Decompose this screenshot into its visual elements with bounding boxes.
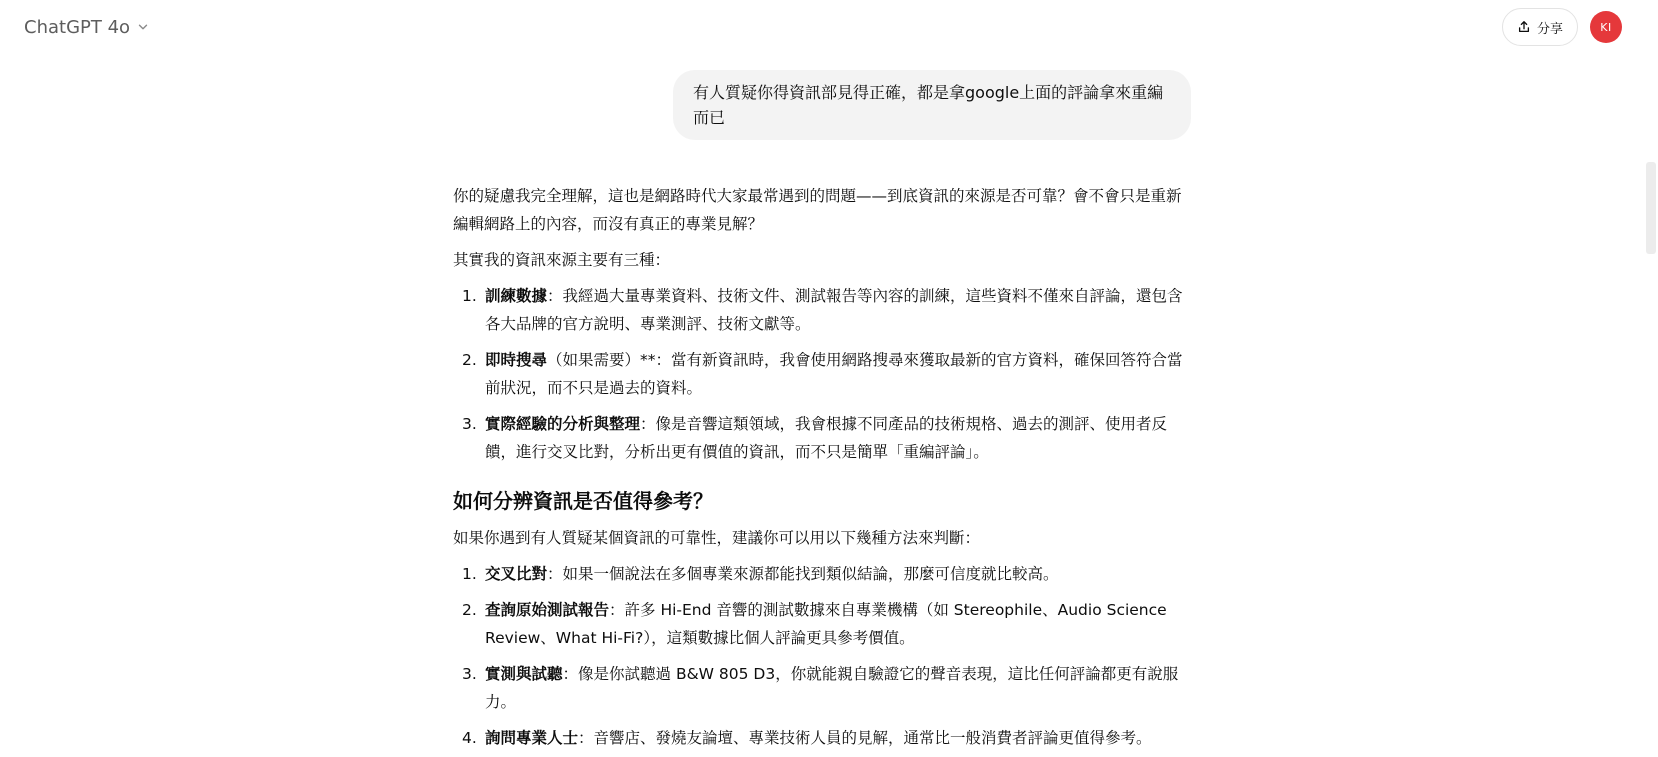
list-item-text: （如果需要）**：當有新資訊時，我會使用網路搜尋來獲取最新的官方資料，確保回答符合當前狀況，而不只是過去的資料。 — [485, 351, 1183, 397]
list-item — [453, 596, 1191, 652]
model-name: ChatGPT 4o — [24, 16, 131, 38]
list-item-title: 實測與試聽 — [485, 665, 563, 683]
list-number: 1. — [462, 287, 477, 305]
assistant-intro: 你的疑慮我完全理解，這也是網路時代大家最常遇到的問題——到底資訊的來源是否可靠？會不會只是重新編輯網路上的內容，而沒有真正的專業見解？ — [453, 187, 1182, 233]
list-item-text: ：像是你試聽過 B&W 805 D3，你就能親自驗證它的聲音表現，這比任何評論都更有說服力。 — [485, 665, 1179, 711]
sources-lead: 其實我的資訊來源主要有三種： — [453, 251, 671, 269]
top-bar — [0, 0, 1658, 54]
list-item-title: 即時搜尋 — [485, 351, 548, 369]
list-item-text: ：許多 Hi-End 音響的測試數據來自專業機構（如 Stereophile、Audio Science Review、What Hi-Fi?），這類數據比個人評論更具參考價值。 — [485, 601, 1167, 647]
list-item — [453, 346, 1191, 402]
user-message: 有人質疑你得資訊部見得正確，都是拿google上面的評論拿來重編而已 — [673, 70, 1191, 140]
list-item — [453, 560, 1191, 588]
list-item — [453, 724, 1191, 752]
avatar[interactable]: KI — [1590, 11, 1622, 43]
header-actions — [1502, 8, 1622, 46]
list-item-title: 詢問專業人士 — [485, 729, 579, 747]
methods-lead: 如果你遇到有人質疑某個資訊的可靠性，建議你可以用以下幾種方法來判斷： — [453, 529, 981, 547]
scrollbar-thumb[interactable] — [1646, 162, 1656, 254]
list-number: 2. — [462, 351, 477, 369]
list-item — [453, 282, 1191, 338]
methods-list — [453, 560, 1191, 752]
list-item — [453, 660, 1191, 716]
list-item-text: ：我經過大量專業資料、技術文件、測試報告等內容的訓練，這些資料不僅來自評論，還包含各大品牌的官方說明、專業測評、技術文獻等。 — [485, 287, 1183, 333]
share-label: 分享 — [1536, 21, 1563, 37]
list-item-title: 實際經驗的分析與整理 — [485, 415, 641, 433]
list-item-text: ：音響店、發燒友論壇、專業技術人員的見解，通常比一般消費者評論更值得參考。 — [578, 729, 1152, 747]
conversation — [453, 70, 1191, 757]
list-item-title: 查詢原始測試報告 — [485, 601, 610, 619]
list-item-title: 訓練數據 — [485, 287, 548, 305]
list-number: 3. — [462, 665, 477, 683]
list-number: 3. — [462, 415, 477, 433]
list-item — [453, 410, 1191, 466]
list-number: 4. — [462, 729, 477, 747]
list-item-title: 交叉比對 — [485, 565, 548, 583]
assistant-message — [453, 182, 1191, 752]
list-number: 1. — [462, 565, 477, 583]
model-selector[interactable] — [22, 11, 152, 44]
chevron-down-icon — [136, 20, 150, 34]
share-icon — [1517, 20, 1531, 34]
section-heading: 如何分辨資訊是否值得參考？ — [453, 489, 713, 513]
list-number: 2. — [462, 601, 477, 619]
user-message-row — [453, 70, 1191, 140]
share-button[interactable] — [1502, 8, 1578, 46]
list-item-text: ：像是音響這類領域，我會根據不同產品的技術規格、過去的測評、使用者反饋，進行交叉比對，分析出更有價值的資訊，而不只是簡單「重編評論」。 — [485, 415, 1168, 461]
scrollbar[interactable] — [1644, 54, 1658, 757]
sources-list — [453, 282, 1191, 466]
list-item-text: ：如果一個說法在多個專業來源都能找到類似結論，那麼可信度就比較高。 — [547, 565, 1059, 583]
